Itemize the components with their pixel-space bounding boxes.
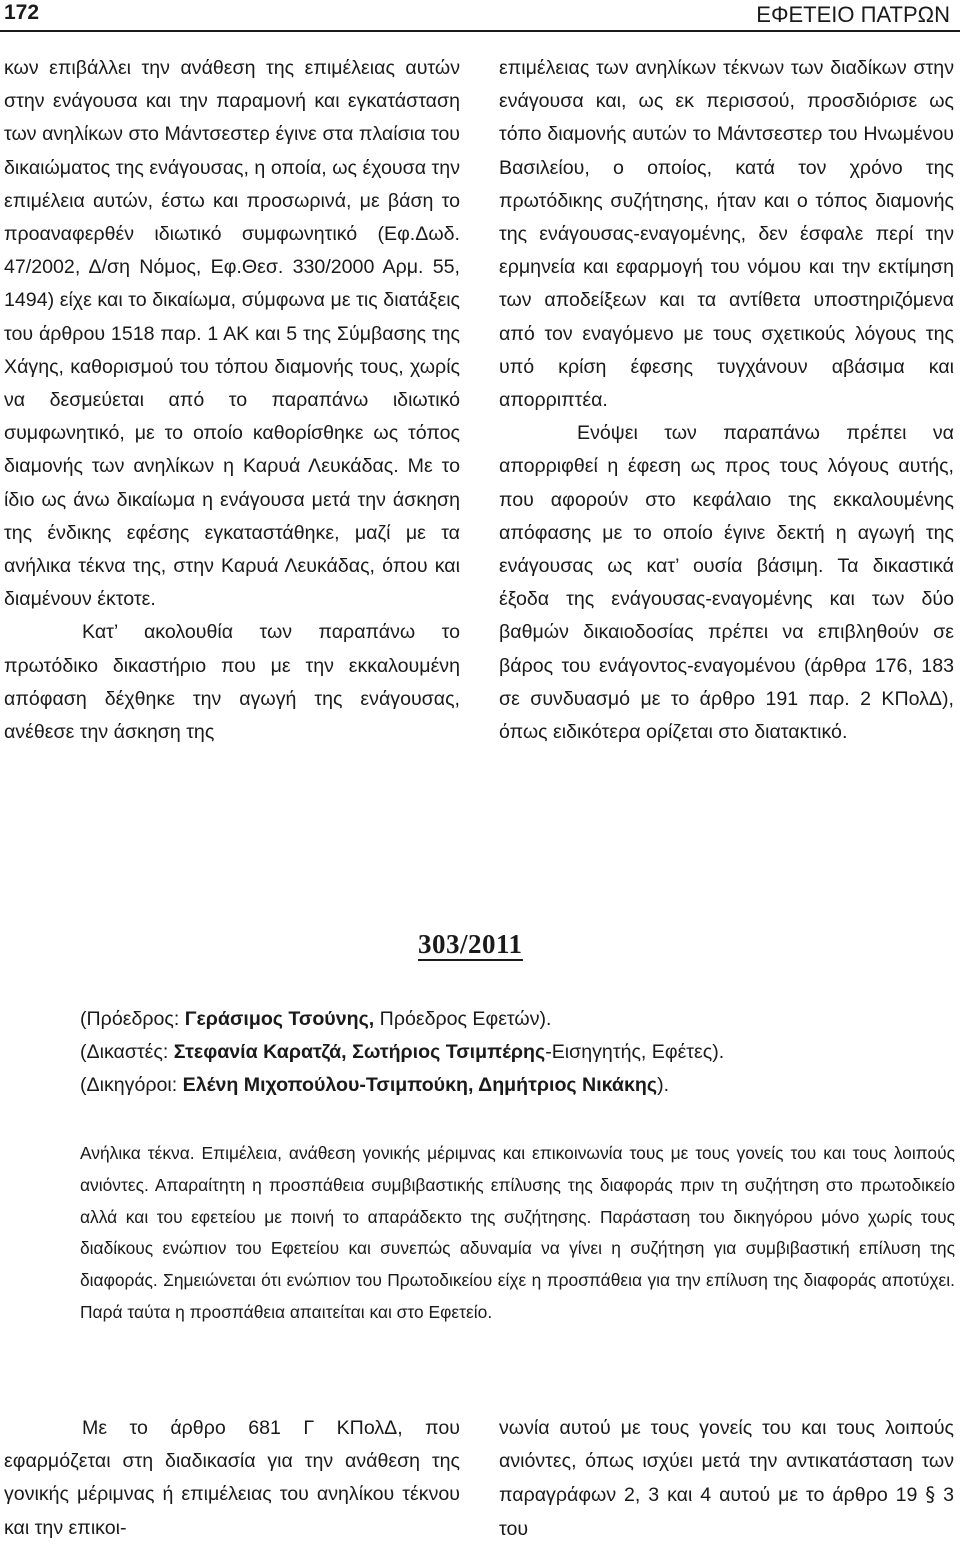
lawyers-names: Ελένη Μιχοπούλου-Τσιμπούκη, Δημήτριος Νικάκης [182,1074,658,1096]
paragraph: κων επιβάλλει την ανάθεση της επιμέλειας αυτών στην ενάγουσα και την παραμονή και εγκατάσταση των ανηλίκων στο Μάντσεστερ έγινε στα πλαίσια του δικαιώματος της ενάγουσας, η οποία, ως έχουσα την επιμέλεια αυτών, έστω και προσωρινά, με βάση το προαναφερθέν ιδιωτικό συμφωνητικό (Εφ.Δωδ. 47/2002, Δ/ση Νόμος, Εφ.Θεσ. 330/2000 Αρμ. 55, 1494) είχε και το δικαίωμα, σύμφωνα με τις διατάξεις του άρθρου 1518 παρ. 1 ΑΚ και 5 της Σύμβασης της Χάγης, καθορισμού του τόπου διαμονής τους, χωρίς να δεσμεύεται από το παραπάνω ιδιωτικό συμφωνητικό, με το οποίο καθορίσθηκε ως τόπος διαμονής των ανηλίκων η Καρυά Λευκάδας. Με το ίδιο ως άνω δικαίωμα η ενάγουσα μετά την άσκηση της ένδικης εφέσης εγκαταστάθηκε, μαζί με τα ανήλικα τέκνα της, στην Καρυά Λευκάδας, όπου και διαμένουν έκτοτε. [4,57,460,611]
lawyers-line [80,1069,955,1102]
lawyers-suffix: ). [657,1074,670,1096]
running-head: ΕΦΕΤΕΙΟ ΠΑΤΡΩΝ [756,2,950,27]
judges-suffix: -Εισηγητής, Εφέτες). [545,1041,725,1063]
paragraph [499,1412,954,1546]
president-prefix: (Πρόεδρος: [80,1008,185,1030]
president-name: Γεράσιμος Τσούνης, [184,1008,375,1030]
paragraph: Κατ’ ακολουθία των παραπάνω το πρωτόδικο δικαστήριο που με την εκκαλουμένη απόφαση δέχθηκε την αγωγή της ενάγουσας, ανέθεσε την άσκηση της [4,621,460,744]
header-rule [0,30,960,32]
right-column-top [499,52,954,749]
judges-prefix: (Δικαστές: [80,1041,174,1063]
judges-line [80,1036,955,1069]
paragraph-text: νωνία αυτού με τους γονείς του και τους λοιπούς ανιόντες, όπως ισχύει μετά την αντικατάσταση των παραγράφων 2, 3 και 4 αυτού με το άρθρο 19 [499,1417,954,1507]
paragraph: επιμέλειας των ανηλίκων τέκνων των διαδίκων στην ενάγουσα και, ως εκ περισσού, προσδιόρισε ως τόπο διαμονής αυτών το Μάντσεστερ του Ηνωμένου Βασιλείου, ο οποίος, κατά τον χρόνο της πρωτόδικης συζήτησης, ήταν και ο τόπος διαμονής της ενάγουσας-εναγομένης, δεν έσφαλε περί την ερμηνεία και εφαρμογή του νόμου και την εκτίμηση των αποδείξεων και τα αντίθετα υποστηριζόμενα από τον εναγόμενο με τους σχετικούς λόγους της υπό κρίση έφεσης τυγχάνουν αβάσιμα και απορριπτέα. [499,57,954,412]
case-number: 303/2011 [418,929,523,959]
page-number: 172 [4,1,40,24]
lawyers-prefix: (Δικηγόροι: [80,1074,183,1096]
president-line [80,1003,955,1036]
section-sign: § [925,1483,936,1507]
page-header [0,0,960,30]
judges-names: Στεφανία Καρατζά, Σωτήριος Τσιμπέρης [173,1041,546,1063]
left-column-top [4,52,460,749]
paragraph: Ενόψει των παραπάνω πρέπει να απορριφθεί η έφεση ως προς τους λόγους αυτής, που αφορούν στο κεφάλαιο της εκκαλουμένης απόφασης με το οποίο έγινε δεκτή η αγωγή της ενάγουσας ως κατ’ ουσία βάσιμη. Τα δικαστικά έξοδα της ενάγουσας-εναγομένης και των δύο βαθμών δικαιοδοσίας πρέπει να επιβληθούν σε βάρος του ενάγοντος-εναγομένου (άρθρα 176, 183 σε συνδυασμό με το άρθρο 191 παρ. 2 ΚΠολΔ), όπως ειδικότερα ορίζεται στο διατακτικό. [499,422,954,744]
president-suffix: Πρόεδρος Εφετών). [374,1008,552,1030]
right-column-bottom [499,1412,954,1546]
paragraph: Με το άρθρο 681 Γ ΚΠολΔ, που εφαρμόζεται στη διαδικασία για την ανάθεση της γονικής μέριμνας ή επιμέλειας του ανηλίκου τέκνου και την επικοι- [4,1417,460,1539]
bench-composition [80,1003,955,1102]
case-summary: Ανήλικα τέκνα. Επιμέλεια, ανάθεση γονικής μέριμνας και επικοινωνία τους με τους γονείς του και τους λοιπούς ανιόντες. Απαραίτητη η προσπάθεια συμβιβαστικής επίλυσης της διαφοράς πριν τη συζήτηση στο πρωτοδικείο αλλά και του εφετείου με ποινή το απαράδεκτο της συζήτησης. Παράσταση του δικηγόρου μόνο χωρίς τους διαδίκους ενώπιον του Εφετείου και συνεπώς αδυναμία να γίνει η συζήτηση για συμβιβαστική επίλυση της διαφοράς. Σημειώνεται ότι ενώπιον του Πρωτοδικείου είχε η προσπάθεια για την επίλυση της διαφοράς αποτύχει. Παρά ταύτα η προσπάθεια απαιτείται και στο Εφετείο. [80,1143,955,1322]
paragraph-text: 3 του [499,1484,955,1540]
left-column-bottom [4,1412,460,1545]
